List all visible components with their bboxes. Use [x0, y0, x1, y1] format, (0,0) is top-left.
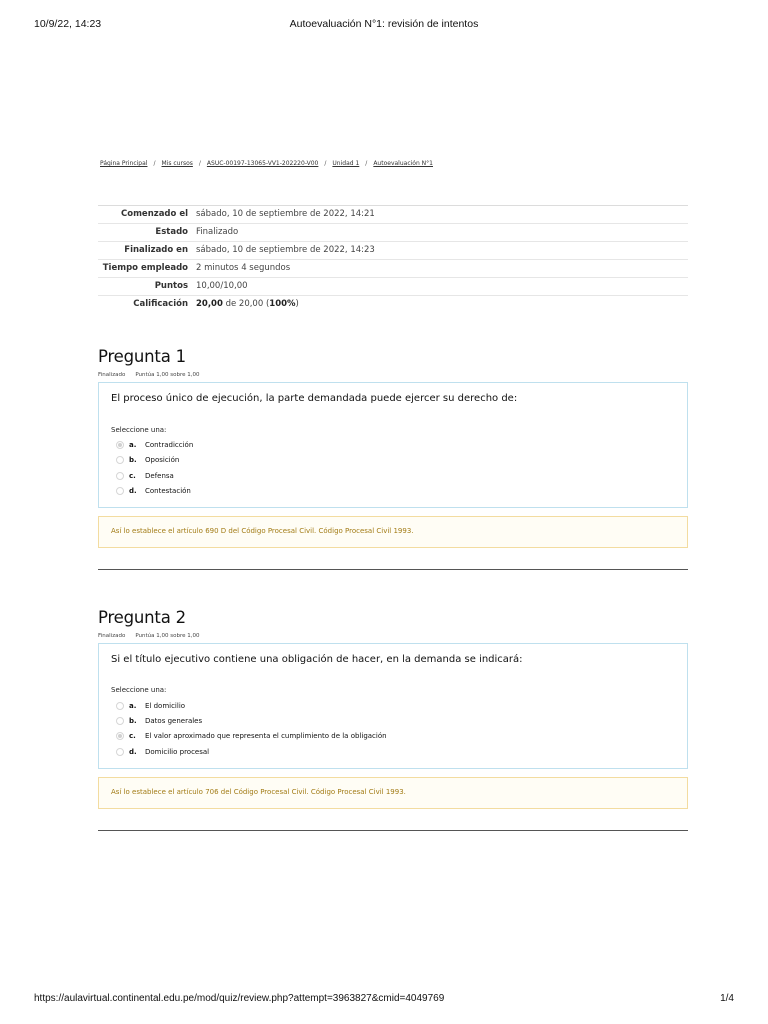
question-text: Si el título ejecutivo contiene una obligación de hacer, en la demanda se indicará:	[111, 654, 523, 665]
summary-value: 10,00/10,00	[192, 278, 688, 296]
summary-label: Calificación	[98, 296, 192, 314]
option-text: Defensa	[145, 472, 174, 480]
answer-prompt: Seleccione una:	[111, 686, 167, 694]
summary-row-time	[98, 260, 688, 278]
summary-label: Tiempo empleado	[98, 260, 192, 278]
radio-button-selected[interactable]	[116, 732, 124, 740]
answer-option[interactable]	[116, 439, 193, 451]
summary-label: Puntos	[98, 278, 192, 296]
feedback-text: Así lo establece el artículo 690 D del Código Procesal Civil. Código Procesal Civil 1993.	[111, 527, 414, 535]
radio-button[interactable]	[116, 487, 124, 495]
question-divider	[98, 830, 688, 831]
summary-row-started	[98, 206, 688, 224]
option-letter: a.	[129, 441, 137, 449]
option-text: Contradicción	[145, 441, 194, 449]
option-letter: a.	[129, 702, 137, 710]
question-state: Finalizado	[98, 633, 126, 639]
option-text: El valor aproximado que representa el cumplimiento de la obligación	[145, 732, 387, 740]
feedback-text: Así lo establece el artículo 706 del Código Procesal Civil. Código Procesal Civil 1993.	[111, 788, 406, 796]
breadcrumb-my-courses-link[interactable]: Mis cursos	[161, 160, 193, 167]
answer-option[interactable]	[116, 746, 209, 758]
grade-middle-text: de 20,00 (	[222, 299, 270, 309]
option-text: Contestación	[145, 487, 191, 495]
answer-option[interactable]	[116, 470, 174, 482]
question-text: El proceso único de ejecución, la parte demandada puede ejercer su derecho de:	[111, 393, 518, 404]
summary-row-finished	[98, 242, 688, 260]
breadcrumb-home-link[interactable]: Página Principal	[100, 160, 148, 167]
summary-row-grade	[98, 296, 688, 314]
breadcrumb-separator: /	[365, 160, 368, 167]
answer-option[interactable]	[116, 485, 191, 497]
breadcrumb-separator: /	[324, 160, 327, 167]
grade-end-text: )	[295, 299, 299, 309]
radio-button[interactable]	[116, 717, 124, 725]
summary-label: Finalizado en	[98, 242, 192, 260]
question-divider	[98, 569, 688, 570]
answer-option[interactable]	[116, 715, 202, 727]
grade-score: 20,00	[196, 299, 223, 309]
question-mark: Puntúa 1,00 sobre 1,00	[135, 633, 200, 639]
summary-value	[192, 296, 688, 314]
question-title: Pregunta 2	[98, 608, 186, 627]
option-letter: b.	[129, 717, 137, 725]
summary-value: 2 minutos 4 segundos	[192, 260, 688, 278]
question-title: Pregunta 1	[98, 347, 186, 366]
option-text: El domicilio	[145, 702, 186, 710]
option-text: Oposición	[145, 456, 180, 464]
option-text: Domicilio procesal	[145, 748, 210, 756]
option-letter: d.	[129, 748, 137, 756]
question-box	[98, 382, 688, 508]
answer-option[interactable]	[116, 730, 387, 742]
question-info	[98, 633, 210, 639]
breadcrumb-course-link[interactable]: ASUC-00197-13065-VV1-202220-V00	[206, 160, 319, 167]
grade-percent: 100%	[269, 299, 296, 309]
question-info	[98, 372, 210, 378]
summary-label: Comenzado el	[98, 206, 192, 224]
breadcrumb-quiz-link[interactable]: Autoevaluación N°1	[373, 160, 433, 167]
question-mark: Puntúa 1,00 sobre 1,00	[135, 372, 200, 378]
radio-button[interactable]	[116, 702, 124, 710]
print-date: 10/9/22, 14:23	[34, 18, 102, 30]
breadcrumb-separator: /	[153, 160, 156, 167]
summary-row-state	[98, 224, 688, 242]
summary-value: Finalizado	[192, 224, 688, 242]
breadcrumb-unit-link[interactable]: Unidad 1	[332, 160, 360, 167]
answer-option[interactable]	[116, 700, 185, 712]
radio-button-selected[interactable]	[116, 441, 124, 449]
summary-label: Estado	[98, 224, 192, 242]
answer-option[interactable]	[116, 454, 179, 466]
radio-button[interactable]	[116, 748, 124, 756]
attempt-summary-table	[98, 205, 688, 313]
print-page-number: 1/4	[720, 993, 734, 1004]
summary-value: sábado, 10 de septiembre de 2022, 14:23	[192, 242, 688, 260]
radio-button[interactable]	[116, 472, 124, 480]
answer-prompt: Seleccione una:	[111, 426, 167, 434]
print-url: https://aulavirtual.continental.edu.pe/mod/quiz/review.php?attempt=3963827&cmid=4049769	[34, 993, 445, 1004]
feedback-box	[98, 777, 688, 809]
summary-row-points	[98, 278, 688, 296]
radio-button[interactable]	[116, 456, 124, 464]
option-letter: c.	[129, 472, 136, 480]
question-state: Finalizado	[98, 372, 126, 378]
breadcrumb-separator: /	[198, 160, 201, 167]
option-letter: c.	[129, 732, 136, 740]
option-letter: d.	[129, 487, 137, 495]
print-page-title: Autoevaluación N°1: revisión de intentos	[289, 18, 479, 30]
option-text: Datos generales	[145, 717, 203, 725]
option-letter: b.	[129, 456, 137, 464]
feedback-box	[98, 516, 688, 548]
summary-value: sábado, 10 de septiembre de 2022, 14:21	[192, 206, 688, 224]
breadcrumb	[100, 160, 433, 167]
question-box	[98, 643, 688, 769]
